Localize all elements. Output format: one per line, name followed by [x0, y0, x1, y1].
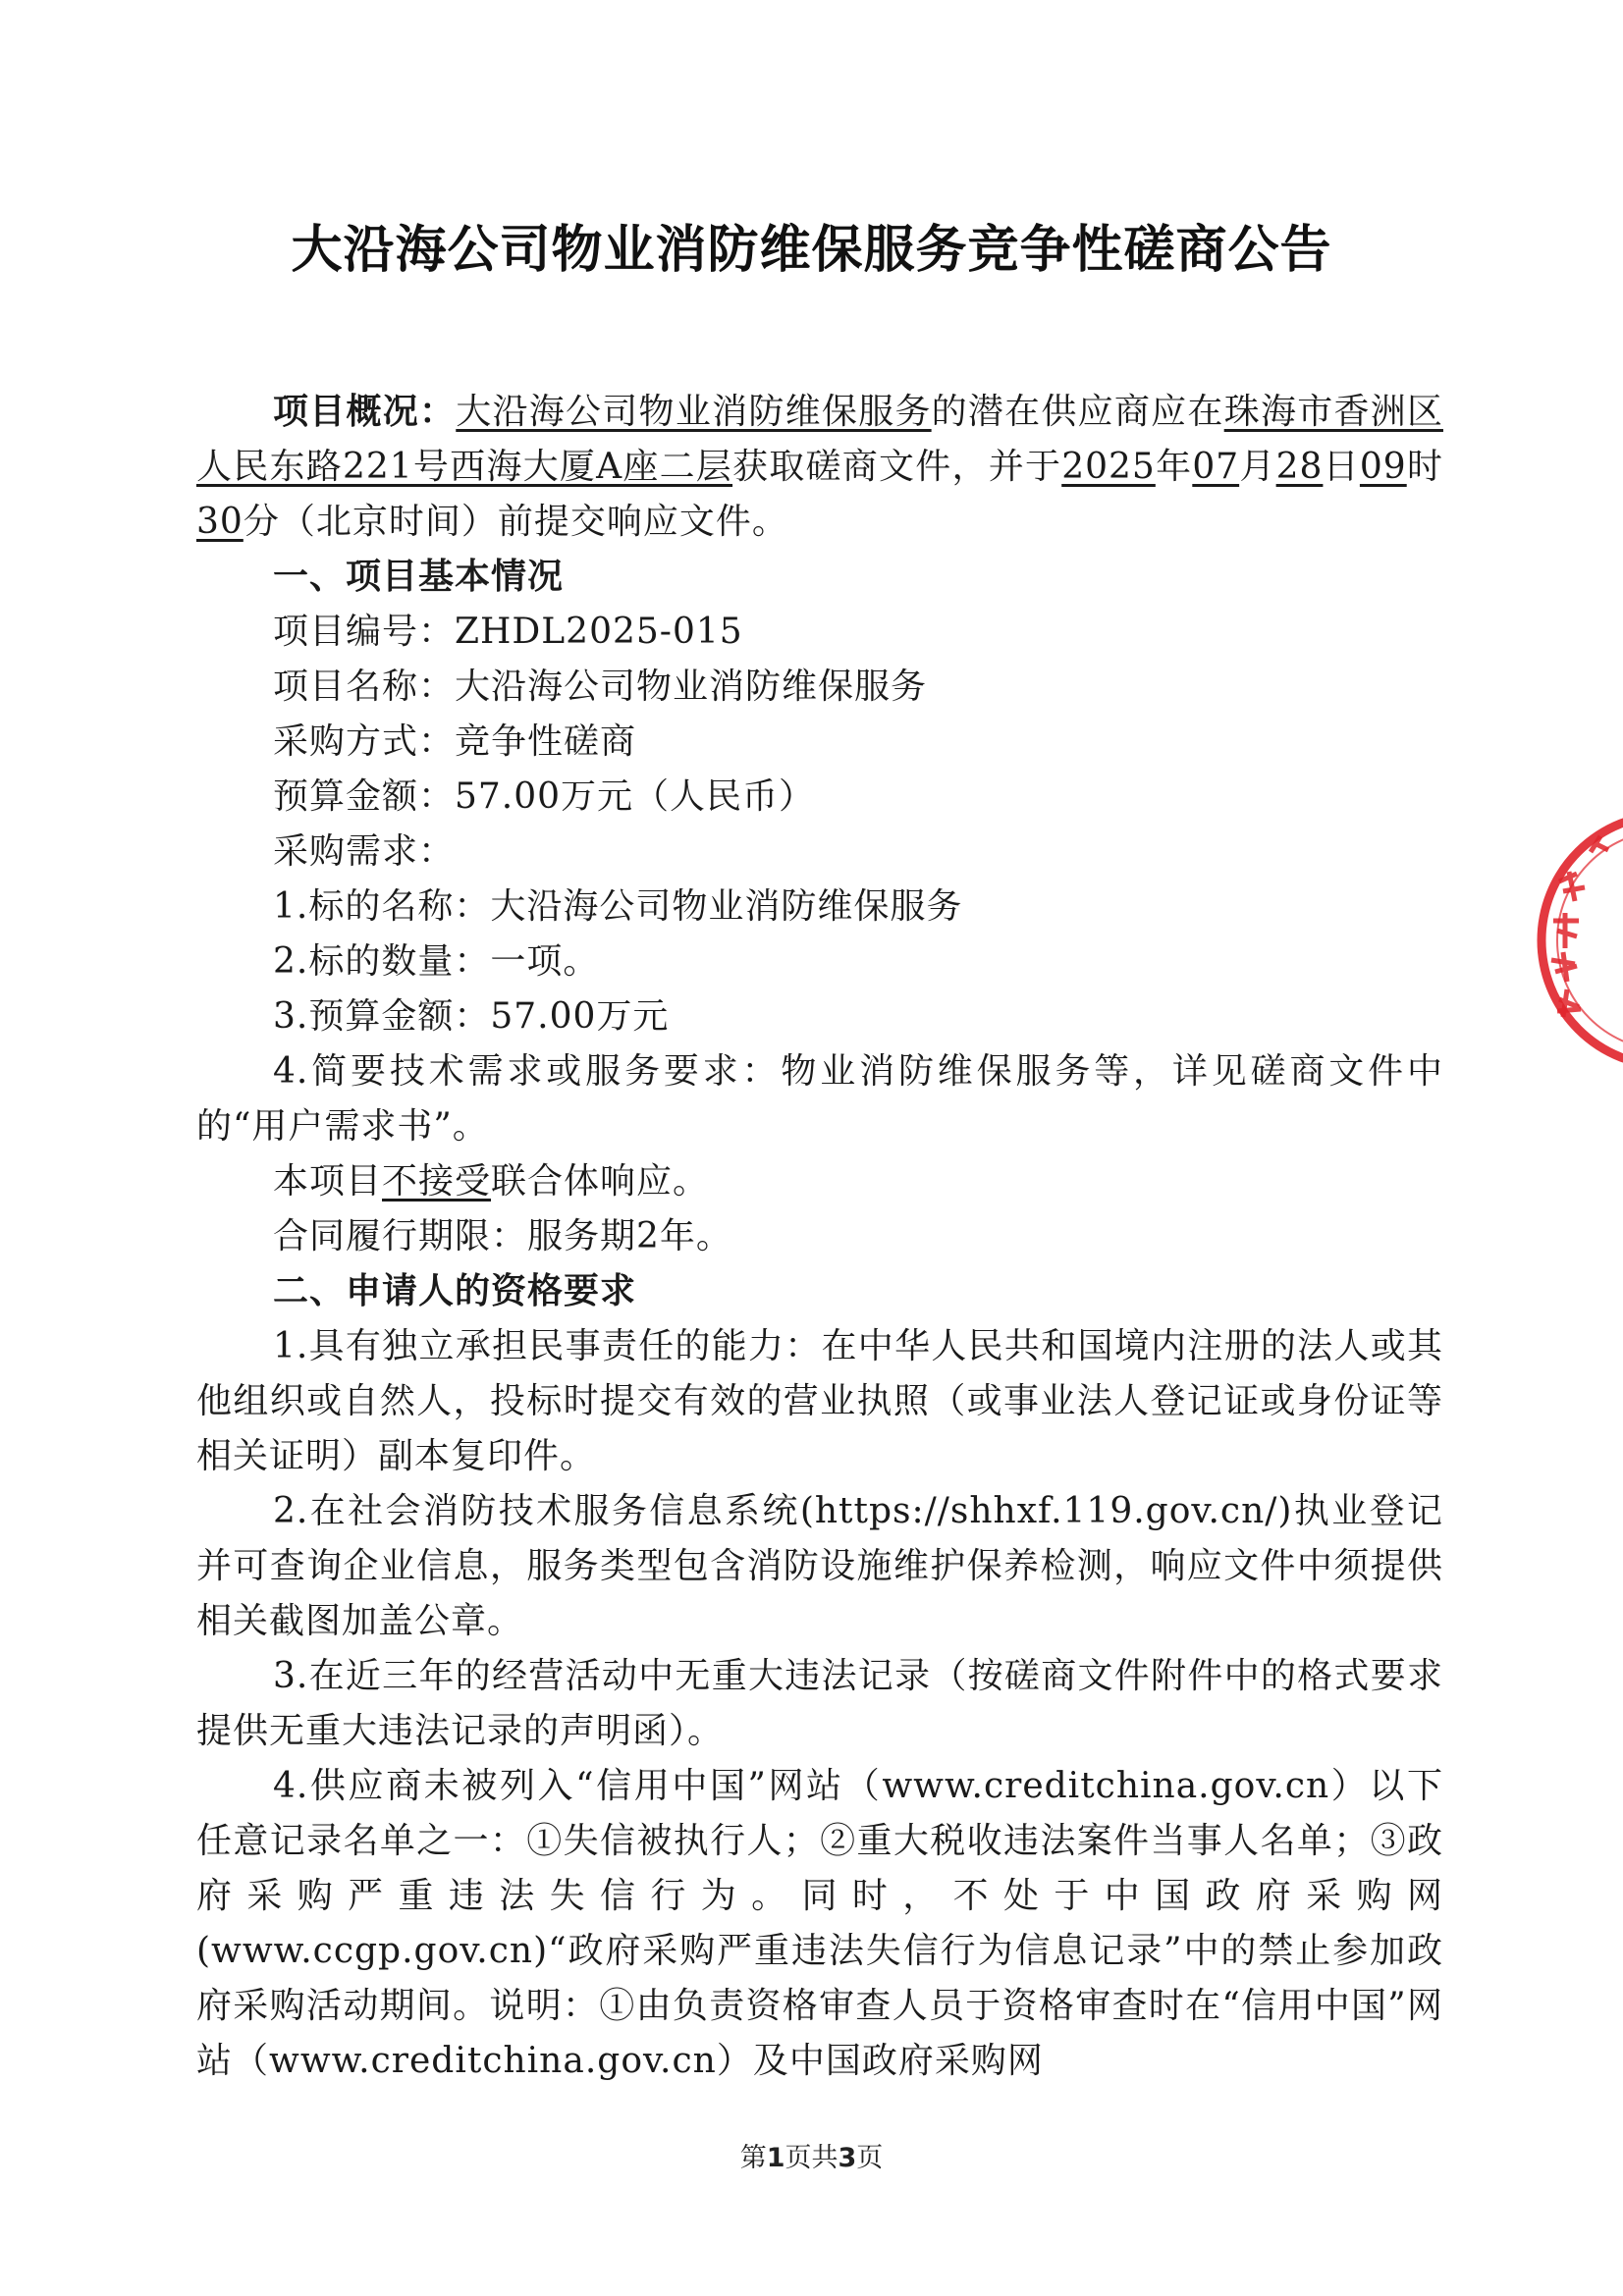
need-item-2: 2.标的数量：一项。 [273, 941, 600, 982]
overview-paragraph [196, 385, 1443, 550]
project-code: 项目编号：ZHDL2025-015 [273, 612, 743, 652]
official-seal-stamp [1520, 793, 1623, 1088]
contract-term: 合同履行期限：服务期2年。 [273, 1216, 732, 1256]
qualification-4: 4.供应商未被列入“信用中国”网站（www.creditchina.gov.cn）以下任意记录名单之一：①失信被执行人；②重大税收违法案件当事人名单；③政府采购严重违法失信行为。同时，不处于中国政府采购网(www.ccgp.gov.cn)“政府采购严重违法失信行为信息记录”中的禁止参加政府采购活动期间。说明：①由负责资格审查人员于资格审查时在“信用中国”网站（www.creditchina.gov.cn）及中国政府采购网 [196, 1766, 1443, 2081]
overview-text: 年 [1155, 447, 1193, 487]
consortium-text: 联合体响应。 [491, 1161, 710, 1201]
overview-text: 获取磋商文件，并于 [732, 447, 1062, 487]
deadline-day: 28 [1275, 447, 1324, 487]
qualification-2: 2.在社会消防技术服务信息系统(https://shhxf.119.gov.cn/)执业登记并可查询企业信息，服务类型包含消防设施维护保养检测，响应文件中须提供相关截图加盖公章。 [196, 1491, 1443, 1641]
deadline-year: 2025 [1061, 447, 1156, 487]
deadline-month: 07 [1192, 447, 1240, 487]
footer-total-pages: 3 [838, 2143, 857, 2173]
project-name: 项目名称：大沿海公司物业消防维保服务 [273, 667, 928, 707]
budget-amount: 预算金额：57.00万元（人民币） [273, 776, 816, 817]
overview-project-name: 大沿海公司物业消防维保服务 [456, 392, 932, 432]
overview-text: 月 [1239, 447, 1276, 487]
overview-label: 项目概况： [273, 392, 457, 432]
qualification-1: 1.具有独立承担民事责任的能力：在中华人民共和国境内注册的法人或其他组织或自然人，投标时提交有效的营业执照（或事业法人登记证或身份证等相关证明）副本复印件。 [196, 1326, 1443, 1476]
document-body [196, 385, 1443, 2089]
document-title: 大沿海公司物业消防维保服务竞争性磋商公告 [291, 221, 1332, 280]
consortium-not-accepted: 不接受 [382, 1161, 492, 1201]
overview-text: 的潜在供应商应在 [931, 392, 1224, 432]
consortium-text: 本项目 [273, 1161, 383, 1201]
need-item-3: 3.预算金额：57.00万元 [273, 996, 670, 1037]
procurement-method: 采购方式：竞争性磋商 [273, 721, 637, 762]
need-item-4: 4.简要技术需求或服务要求：物业消防维保服务等，详见磋商文件中的“用户需求书”。 [196, 1051, 1443, 1147]
deadline-minute: 30 [196, 502, 243, 542]
footer-page-number: 1 [766, 2143, 785, 2173]
footer-text: 页共 [784, 2143, 839, 2173]
footer-text: 第 [739, 2143, 767, 2173]
need-item-1: 1.标的名称：大沿海公司物业消防维保服务 [273, 886, 963, 927]
consortium-statement [196, 1154, 1443, 1209]
overview-address: 珠海市香洲区人民东路221号西海大厦A座二层 [196, 392, 1443, 487]
section-heading-basic: 一、项目基本情况 [273, 557, 565, 597]
section-heading-qualifications: 二、申请人的资格要求 [273, 1271, 637, 1311]
overview-text: 日 [1323, 447, 1360, 487]
overview-text: 时 [1406, 447, 1443, 487]
qualification-3: 3.在近三年的经营活动中无重大违法记录（按磋商文件附件中的格式要求提供无重大违法记录的声明函）。 [196, 1656, 1443, 1751]
footer-text: 页 [856, 2143, 884, 2173]
procurement-needs-label: 采购需求： [273, 831, 456, 872]
page-footer [0, 2136, 1623, 2174]
deadline-hour: 09 [1359, 447, 1407, 487]
overview-text: 分（北京时间）前提交响应文件。 [243, 502, 788, 542]
